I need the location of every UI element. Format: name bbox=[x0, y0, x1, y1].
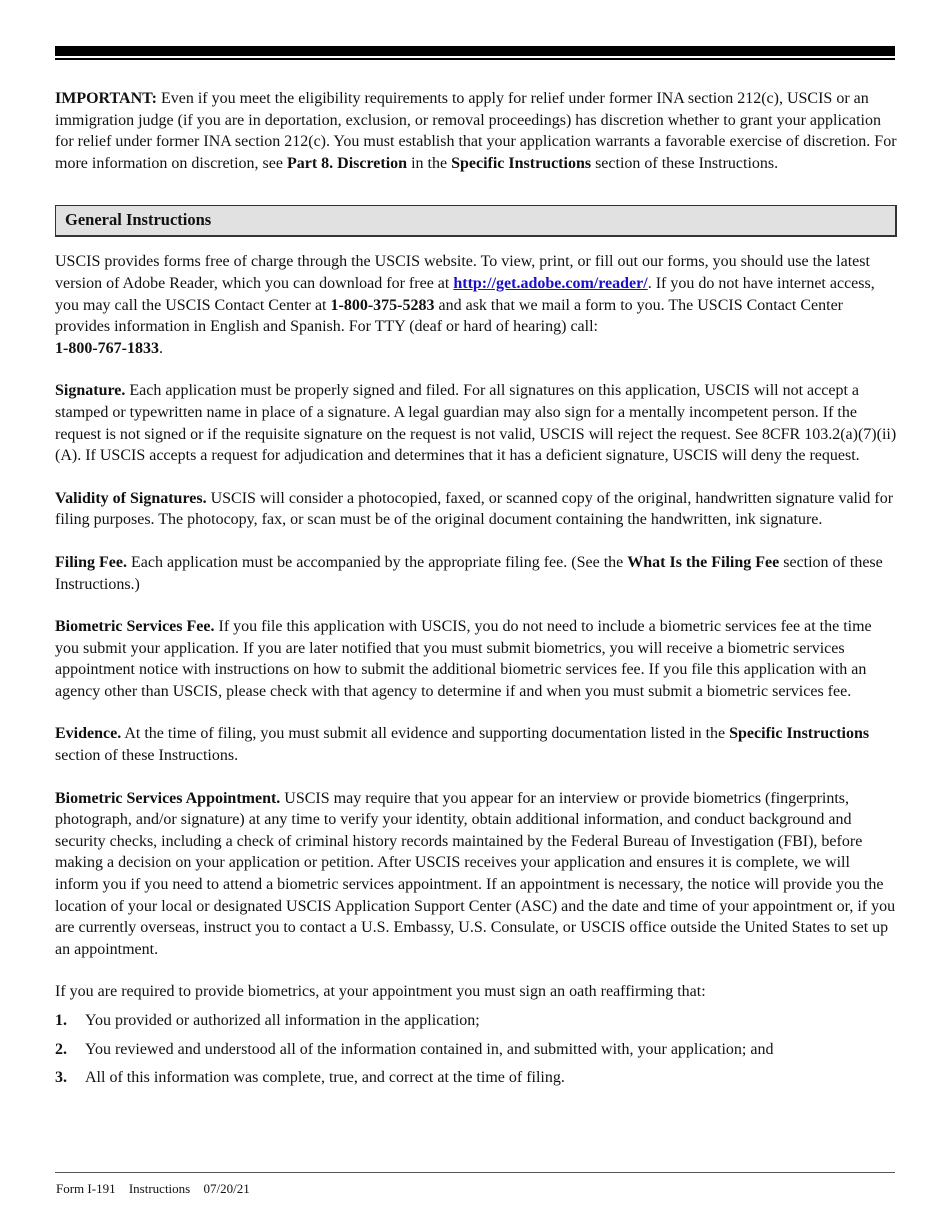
text-run: Each application must be properly signed and filed. For all signatures on this application, USCIS will not accept a stamped or typewritten name in place of a signature. A legal guardian may also sign for a mentally incompetent person. If the request is not signed or if the requisite signature on the request is not valid, USCIS will reject the request. See 8CFR 103.2(a)(7)(ii)(A). If USCIS accepts a request for adjudication and determines that it has a deficient signature, USCIS will deny the request. bbox=[55, 382, 897, 465]
text-run: and ask that we mail a form to you. The USCIS Contact Center provides information in English and Spanish. For TTY (deaf or hard of hearing) call: bbox=[55, 296, 843, 336]
bold-text: Filing Fee. bbox=[55, 553, 127, 571]
bold-text: 1-800-375-5283 bbox=[330, 296, 435, 314]
text-run: At the time of filing, you must submit all evidence and supporting documentation listed in the bbox=[121, 725, 730, 743]
document-body bbox=[55, 88, 897, 1096]
text-run: in the bbox=[407, 154, 452, 172]
general-paragraph bbox=[55, 251, 897, 359]
footer-rule bbox=[55, 1172, 895, 1173]
bold-text: Specific Instructions bbox=[451, 154, 592, 172]
text-run: . bbox=[158, 339, 163, 357]
oath-intro: If you are required to provide biometrics, at your appointment you must sign an oath reaffirming that: bbox=[55, 983, 706, 1001]
text-run: Each application must be accompanied by the appropriate filing fee. (See the bbox=[126, 553, 628, 571]
footer-type: Instructions bbox=[128, 1181, 191, 1196]
footer bbox=[56, 1181, 260, 1197]
footer-date: 07/20/21 bbox=[203, 1181, 250, 1196]
footer-form: Form I-191 bbox=[56, 1181, 116, 1196]
bold-text: Signature. bbox=[55, 382, 126, 400]
item-number: 1. bbox=[55, 1012, 67, 1029]
item-text: You provided or authorized all information in the application; bbox=[85, 1012, 480, 1029]
bold-text: 1-800-767-1833 bbox=[55, 339, 159, 357]
item-number: 2. bbox=[55, 1040, 67, 1058]
text-run: USCIS will consider a photocopied, faxed, or scanned copy of the original, handwritten signature valid for filing purposes. The photocopy, fax, or scan must be of the original document containing the handwritten, ink signature. bbox=[55, 489, 894, 529]
text-run: USCIS may require that you appear for an interview or provide biometrics (fingerprints, photograph, and/or signature) at any time to verify your identity, obtain additional information, and conduct background and security checks, including a check of criminal history records maintained by the Federal Bureau of Investigation (FBI), before making a decision on your application or petition. After USCIS receives your application and ensures it is complete, we will inform you if you need to attend a biometric services appointment. If an appointment is necessary, the notice will provide you the location of your local or designated USCIS Application Support Center (ASC) and the date and time of your appointment or, if you are currently overseas, instruct you to contact a U.S. Embassy, U.S. Consulate, or USCIS office outside the United States to set up an appointment. bbox=[55, 789, 896, 958]
bold-text: Specific Instructions bbox=[729, 725, 870, 743]
bold-text: Biometric Services Appointment. bbox=[55, 789, 281, 807]
header-rule-thick bbox=[55, 46, 895, 56]
text-run: Even if you meet the eligibility requirements to apply for relief under former INA section 212(c), USCIS or an immigration judge (if you are in deportation, exclusion, or removal proceedings) has discretion whether to grant your application for relief under former INA section 212(c). You must establish that your application warrants a favorable exercise of discretion. For more information on discretion, see bbox=[55, 90, 897, 172]
bold-text: Biometric Services Fee. bbox=[55, 618, 215, 636]
validity-paragraph bbox=[55, 488, 897, 531]
bold-text: What Is the Filing Fee bbox=[627, 553, 780, 571]
oath-item bbox=[55, 1067, 897, 1089]
text-run: section of these Instructions. bbox=[55, 747, 239, 765]
bold-text: Validity of Signatures. bbox=[55, 489, 207, 507]
item-number: 3. bbox=[55, 1069, 67, 1087]
item-text: All of this information was complete, true, and correct at the time of filing. bbox=[85, 1069, 565, 1087]
text-run: section of these Instructions.) bbox=[55, 553, 883, 593]
biometric-fee-paragraph bbox=[55, 616, 897, 702]
signature-paragraph bbox=[55, 380, 897, 466]
text-run: . If you do not have internet access, you may call the USCIS Contact Center at bbox=[55, 274, 875, 314]
section-title: General Instructions bbox=[65, 210, 212, 230]
bold-text: Evidence. bbox=[55, 725, 122, 743]
important-paragraph bbox=[55, 88, 897, 174]
evidence-paragraph bbox=[55, 723, 897, 766]
item-text: You reviewed and understood all of the information contained in, and submitted with, your application; and bbox=[85, 1040, 774, 1058]
text-run: If you file this application with USCIS, you do not need to include a biometric services fee at the time you submit your application. If you are later notified that you must submit biometrics, you will receive a biometric services appointment notice with instructions on how to submit the additional biometric services fee. If you file this application with an agency other than USCIS, please check with that agency to determine if and when you must submit a biometric services fee. bbox=[55, 618, 872, 700]
oath-item bbox=[55, 1010, 897, 1032]
bold-text: Part 8. Discretion bbox=[286, 154, 408, 172]
text-run: section of these Instructions. bbox=[591, 154, 779, 172]
bold-text: IMPORTANT: bbox=[55, 90, 157, 107]
appointment-paragraph bbox=[55, 788, 897, 961]
adobe-reader-link[interactable]: http://get.adobe.com/reader/ bbox=[453, 274, 648, 292]
text-run: USCIS provides forms free of charge through the USCIS website. To view, print, or fill out our forms, you should use the latest version of Adobe Reader, which you can download for free at bbox=[55, 253, 870, 292]
oath-item bbox=[55, 1039, 897, 1061]
filing-fee-paragraph bbox=[55, 552, 897, 595]
header-rule-thin bbox=[55, 58, 895, 60]
section-header bbox=[55, 205, 897, 237]
